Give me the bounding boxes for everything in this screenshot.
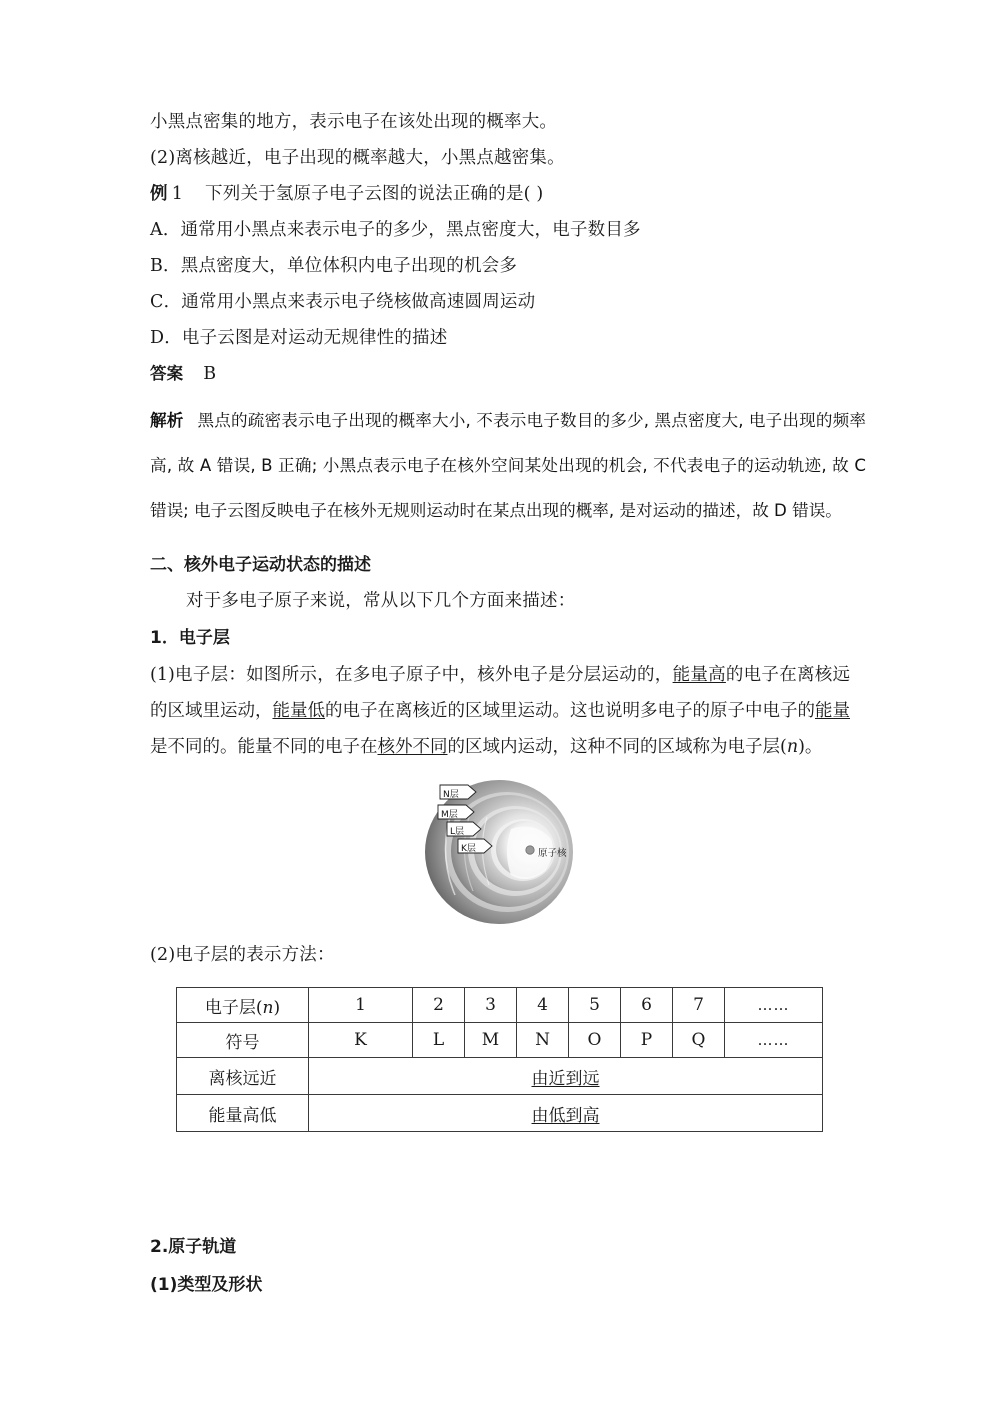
table-row [177,1023,823,1058]
layer-header-italic: n [262,997,274,1018]
sub-heading-1: 1．电子层 [150,628,230,648]
p1-prefix: (1)电子层：如图所示，在多电子原子中，核外电子是分层运动的， [150,665,673,685]
table-cell: 4 [517,988,569,1023]
spacer [150,533,864,547]
analysis-label: 解析 [150,411,184,430]
figure-label-n: N层 [443,790,459,800]
p1-mid-2: 的电子在离核近的区域里运动。这也说明多电子的原子中电子的 [325,701,815,721]
option-c: C．通常用小黑点来表示电子绕核做高速圆周运动 [150,292,536,312]
atom-shell-figure-wrapper [150,777,864,927]
table-cell: L [413,1023,465,1058]
atom-shell-figure [407,777,607,927]
section-intro: 对于多电子原子来说，常从以下几个方面来描述： [186,591,576,611]
distance-value-text: 由近到远 [531,1068,600,1089]
table-cell: Q [673,1023,725,1058]
example-number: 1 [171,184,184,204]
section-heading-2: 二、核外电子运动状态的描述 [150,555,371,575]
table-cell: O [569,1023,621,1058]
p1-italic-n: n [786,737,799,757]
body-line-2: (2)离核越近，电子出现的概率越大，小黑点越密集。 [150,148,565,168]
table-cell: 1 [309,988,413,1023]
p1-mid-3: 是不同的。能量不同的电子在 [150,737,378,757]
table-cell: 2 [413,988,465,1023]
p1-mid-1: 的电子在离核远的区域里运动， [150,665,851,721]
electron-shell-table [176,987,823,1132]
table-row [177,988,823,1023]
layer-header-text: 电子层( [204,997,263,1018]
answer-label: 答案 [150,364,184,383]
table-cell: P [621,1023,673,1058]
table-cell-distance-value [309,1058,823,1095]
table-cell: K [309,1023,413,1058]
table-header-layer [177,988,309,1023]
example-stem-line [150,176,864,212]
table-cell: 5 [569,988,621,1023]
table-cell-ellipsis: …… [725,988,823,1023]
atom-shell-diagram-icon [407,777,607,927]
atomic-orbital-subheading: (1)类型及形状 [150,1275,263,1295]
analysis-block [150,398,866,533]
figure-nucleus-label: 原子核 [538,848,567,859]
table-cell: 7 [673,988,725,1023]
analysis-text: 黑点的疏密表示电子出现的概率大小, 不表示电子数目的多少, 黑点密度大, 电子出现的频率高, 故 A 错误, B 正确; 小黑点表示电子在核外空间某处出现的机会, 不代表电子的运动轨迹, 故 C 错误; 电子云图反映电子在核外无规则运动时在某点出现的概率, 是对运动的描述，故 D 错误。 [150,411,867,520]
table-cell: 3 [465,988,517,1023]
option-a: A．通常用小黑点来表示电子的多少，黑点密度大，电子数目多 [150,220,641,240]
body-line-1: 小黑点密集的地方，表示电子在该处出现的概率大。 [150,112,558,132]
table-cell: N [517,1023,569,1058]
p1-underline-1: 能量高 [672,665,726,685]
layer-header-tail: ) [273,997,281,1018]
answer-line [150,356,864,392]
page-content [150,104,867,1304]
table-header-distance: 离核远近 [177,1058,309,1095]
table-header-energy: 能量高低 [177,1095,309,1132]
p1-underline-2: 能量低 [272,701,325,721]
p1-suffix: )。 [798,737,823,757]
electron-shell-table-wrapper [176,987,864,1132]
atomic-orbital-block [150,1228,864,1304]
table-row [177,1058,823,1095]
example-stem: 下列关于氢原子电子云图的说法正确的是( ) [205,184,544,204]
table-cell-ellipsis: …… [725,1023,823,1058]
figure-label-k: K层 [461,844,476,854]
electron-layer-paragraph [150,657,850,765]
table-cell: 6 [621,988,673,1023]
example-label: 例 [150,184,168,204]
electron-layer-notation-heading: (2)电子层的表示方法： [150,945,335,965]
figure-label-l: L层 [450,827,465,837]
p1-underline-3: 能量 [815,701,850,721]
table-cell-energy-value [309,1095,823,1132]
option-d: D．电子云图是对运动无规律性的描述 [150,328,448,348]
energy-value-text: 由低到高 [531,1105,600,1126]
figure-label-m: M层 [441,810,458,820]
table-cell: M [465,1023,517,1058]
option-b: B．黑点密度大，单位体积内电子出现的机会多 [150,256,518,276]
p1-underline-4: 核外不同 [377,737,448,757]
table-header-symbol: 符号 [177,1023,309,1058]
answer-value: B [203,364,217,384]
atomic-orbital-heading: 2.原子轨道 [150,1237,237,1257]
p1-mid-4: 的区域内运动，这种不同的区域称为电子层( [447,737,787,757]
table-row [177,1095,823,1132]
